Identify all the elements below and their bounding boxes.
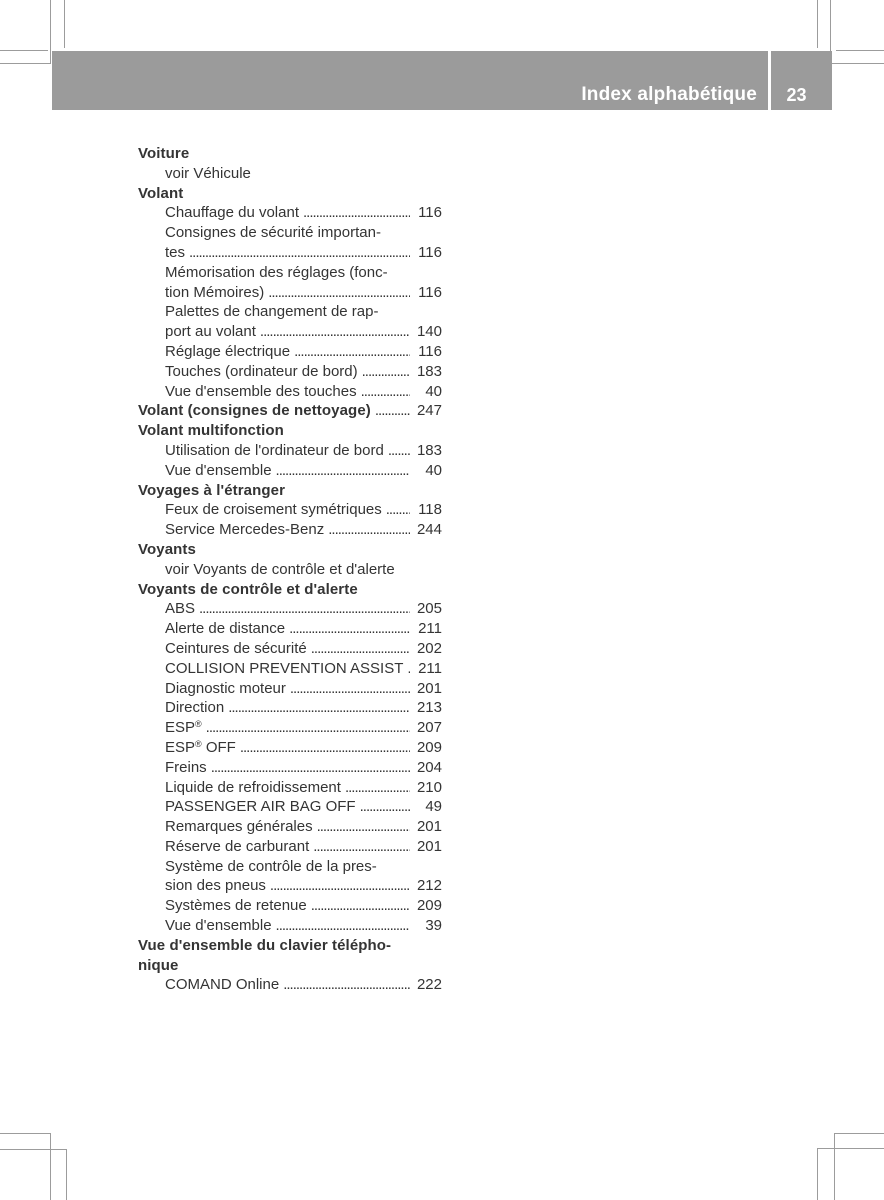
entry-page-number: 39	[425, 917, 442, 935]
crop-mark	[834, 1133, 884, 1134]
entry-page-number: 183	[416, 441, 442, 459]
index-entry-line	[138, 481, 442, 501]
entry-text: Touches (ordinateur de bord)	[165, 362, 358, 380]
dot-leader	[283, 975, 410, 995]
entry-page-number: 222	[416, 976, 442, 994]
dot-leader	[228, 698, 410, 718]
dot-leader	[294, 342, 410, 362]
dot-leader	[290, 679, 410, 699]
entry-text: Systèmes de retenue	[165, 897, 307, 915]
entry-page-number: 209	[416, 897, 442, 915]
entry-page-number: 201	[416, 818, 442, 836]
page-number: 23	[786, 85, 807, 105]
entry-text: Réglage électrique	[165, 342, 291, 360]
entry-text: sion des pneus	[165, 877, 266, 895]
crop-mark	[817, 1148, 884, 1149]
index-entry-line	[138, 184, 442, 204]
index-entry	[138, 619, 442, 639]
entry-page-number: 201	[416, 679, 442, 697]
entry-page-number: 40	[425, 382, 442, 400]
entry-page-number: 209	[416, 738, 442, 756]
entry-text: Volant	[138, 184, 184, 202]
dot-leader	[407, 659, 410, 679]
dot-leader	[211, 758, 410, 778]
dot-leader	[206, 718, 410, 738]
index-entry	[138, 797, 442, 817]
index-entry	[138, 500, 442, 520]
index-entry	[138, 639, 442, 659]
dot-leader	[375, 401, 410, 421]
index-entry-line	[138, 936, 442, 956]
entry-text: nique	[138, 956, 179, 974]
registered-trademark-symbol: ®	[195, 719, 202, 730]
entry-page-number: 140	[416, 323, 442, 341]
index-entry-line	[138, 560, 442, 580]
entry-text: Liquide de refroidissement	[165, 778, 341, 796]
index-entry	[138, 283, 442, 303]
entry-page-number: 40	[425, 461, 442, 479]
dot-leader	[276, 916, 410, 936]
entry-text: Volant (consignes de nettoyage)	[138, 402, 371, 420]
crop-mark	[0, 50, 48, 51]
entry-text: COLLISION PREVENTION ASSIST	[165, 659, 404, 677]
entry-text: ESP®	[165, 719, 202, 737]
entry-text: Mémorisation des réglages (fonc-	[165, 263, 388, 281]
entry-text: Système de contrôle de la pres-	[165, 857, 377, 875]
entry-text: COMAND Online	[165, 976, 280, 994]
dot-leader	[360, 797, 410, 817]
page-title: Index alphabétique	[581, 84, 757, 105]
entry-text: Chauffage du volant	[165, 204, 299, 222]
crop-mark	[817, 0, 818, 48]
index-entry-line	[138, 164, 442, 184]
crop-mark	[832, 63, 884, 64]
entry-page-number: 211	[418, 620, 442, 638]
dot-leader	[303, 203, 410, 223]
index-list	[138, 144, 442, 995]
index-entry-line	[138, 223, 442, 243]
entry-text: port au volant	[165, 323, 256, 341]
entry-page-number: 201	[416, 837, 442, 855]
index-entry	[138, 758, 442, 778]
entry-text: Vue d'ensemble	[165, 917, 272, 935]
crop-mark	[66, 1149, 67, 1200]
header-title-segment	[52, 51, 768, 110]
dot-leader	[311, 639, 410, 659]
index-entry	[138, 599, 442, 619]
index-entry	[138, 896, 442, 916]
index-entry-line	[138, 956, 442, 976]
dot-leader	[311, 896, 410, 916]
entry-text: Service Mercedes-Benz	[165, 521, 325, 539]
crop-mark	[64, 0, 65, 48]
index-entry-line	[138, 580, 442, 600]
index-entry	[138, 203, 442, 223]
index-entry	[138, 916, 442, 936]
dot-leader	[260, 322, 410, 342]
entry-text: Utilisation de l'ordinateur de bord	[165, 441, 384, 459]
index-entry	[138, 243, 442, 263]
index-entry-line	[138, 263, 442, 283]
entry-page-number: 205	[416, 600, 442, 618]
entry-page-number: 202	[416, 639, 442, 657]
entry-text: Diagnostic moteur	[165, 679, 286, 697]
entry-text: Voyants	[138, 540, 196, 558]
crop-mark	[817, 1148, 818, 1200]
entry-text: tion Mémoires)	[165, 283, 265, 301]
index-entry	[138, 698, 442, 718]
entry-text: Palettes de changement de rap-	[165, 303, 379, 321]
entry-text: Vue d'ensemble des touches	[165, 382, 357, 400]
index-entry	[138, 441, 442, 461]
index-entry-line	[138, 144, 442, 164]
entry-page-number: 212	[416, 877, 442, 895]
entry-page-number: 244	[416, 521, 442, 539]
entry-page-number: 247	[416, 402, 442, 420]
entry-text: Ceintures de sécurité	[165, 639, 307, 657]
entry-text: ESP® OFF	[165, 738, 236, 756]
index-entry-line	[138, 421, 442, 441]
dot-leader	[317, 817, 410, 837]
entry-text: Feux de croisement symétriques	[165, 501, 382, 519]
dot-leader	[388, 441, 410, 461]
index-entry	[138, 659, 442, 679]
crop-mark	[836, 50, 884, 51]
dot-leader	[289, 619, 410, 639]
index-entry	[138, 876, 442, 896]
dot-leader	[276, 461, 410, 481]
entry-page-number: 116	[418, 243, 442, 261]
index-entry	[138, 718, 442, 738]
index-entry-line	[138, 857, 442, 877]
entry-page-number: 210	[416, 778, 442, 796]
header-page-segment	[771, 51, 832, 110]
entry-text: Vue d'ensemble du clavier télépho-	[138, 936, 392, 954]
index-entry	[138, 738, 442, 758]
dot-leader	[362, 362, 410, 382]
dot-leader	[270, 876, 410, 896]
entry-page-number: 118	[418, 501, 442, 519]
header-bar	[52, 51, 832, 110]
entry-text: Freins	[165, 758, 207, 776]
entry-page-number: 116	[418, 204, 442, 222]
index-entry	[138, 520, 442, 540]
entry-text: Volant multifonction	[138, 422, 284, 440]
entry-page-number: 116	[418, 283, 442, 301]
index-entry	[138, 342, 442, 362]
index-entry	[138, 817, 442, 837]
dot-leader	[345, 778, 410, 798]
entry-page-number: 207	[416, 719, 442, 737]
dot-leader	[313, 837, 410, 857]
dot-leader	[189, 243, 410, 263]
entry-text: Remarques générales	[165, 818, 313, 836]
crop-mark	[834, 1133, 835, 1200]
index-entry	[138, 322, 442, 342]
entry-text: Consignes de sécurité importan-	[165, 224, 381, 242]
entry-text: Voyants de contrôle et d'alerte	[138, 580, 358, 598]
index-entry-line	[138, 540, 442, 560]
dot-leader	[199, 599, 410, 619]
entry-text: tes	[165, 243, 186, 261]
crop-mark	[50, 1133, 51, 1200]
entry-text: voir Véhicule	[165, 164, 251, 182]
index-entry	[138, 679, 442, 699]
entry-page-number: 204	[416, 758, 442, 776]
crop-mark	[0, 1133, 50, 1134]
registered-trademark-symbol: ®	[195, 738, 202, 749]
entry-text: voir Voyants de contrôle et d'alerte	[165, 560, 395, 578]
crop-mark	[50, 0, 51, 64]
crop-mark	[0, 1149, 66, 1150]
index-entry	[138, 461, 442, 481]
entry-text: PASSENGER AIR BAG OFF	[165, 798, 356, 816]
index-entry	[138, 778, 442, 798]
crop-mark	[0, 63, 51, 64]
entry-text: Direction	[165, 699, 225, 717]
index-entry	[138, 975, 442, 995]
entry-text: Réserve de carburant	[165, 837, 310, 855]
index-entry-line	[138, 302, 442, 322]
dot-leader	[386, 500, 410, 520]
entry-text: Vue d'ensemble	[165, 461, 272, 479]
entry-page-number: 213	[416, 699, 442, 717]
dot-leader	[361, 382, 410, 402]
entry-text: Alerte de distance	[165, 620, 286, 638]
dot-leader	[268, 283, 410, 303]
index-entry	[138, 382, 442, 402]
entry-text: Voyages à l'étranger	[138, 481, 286, 499]
entry-page-number: 49	[425, 798, 442, 816]
entry-text: ABS	[165, 600, 196, 618]
entry-page-number: 116	[418, 342, 442, 360]
index-entry	[138, 362, 442, 382]
entry-page-number: 183	[416, 362, 442, 380]
entry-text: Voiture	[138, 145, 190, 162]
index-entry	[138, 837, 442, 857]
entry-page-number: 211	[418, 659, 442, 677]
dot-leader	[328, 520, 410, 540]
index-entry	[138, 401, 442, 421]
dot-leader	[240, 738, 410, 758]
